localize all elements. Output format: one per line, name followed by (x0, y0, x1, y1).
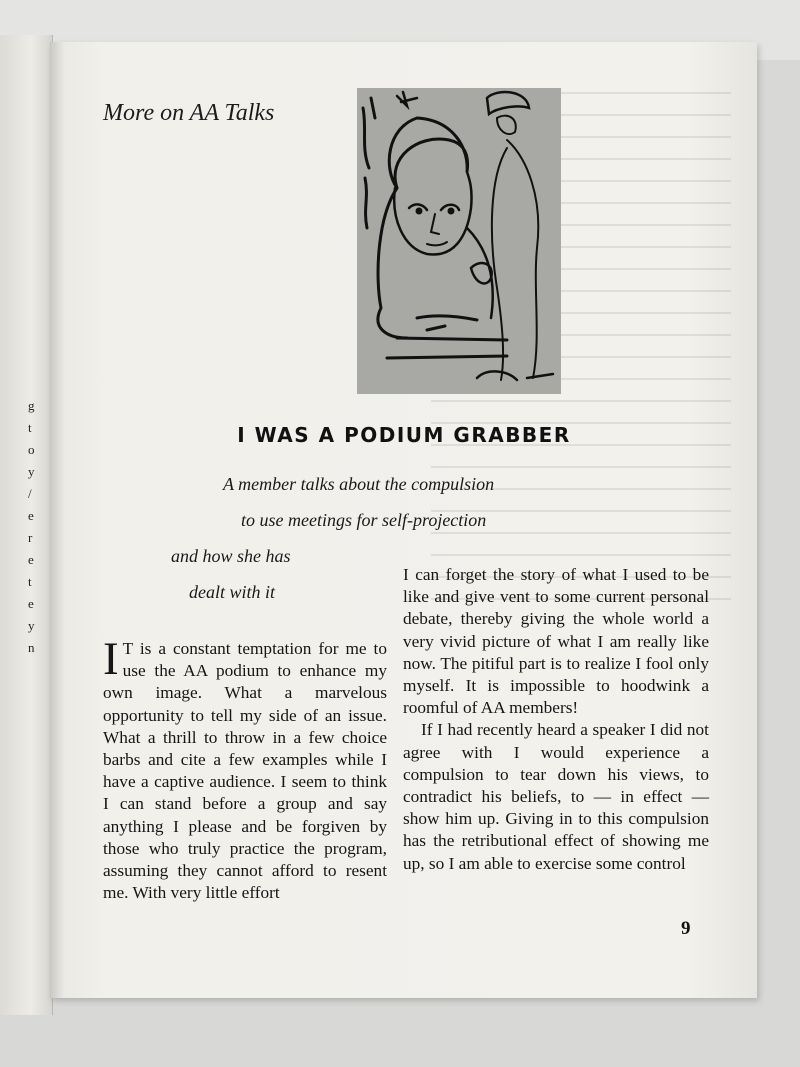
section-title: More on AA Talks (103, 100, 275, 126)
article-dek-line: to use meetings for self-projection (241, 510, 487, 530)
article-column-right (403, 564, 709, 875)
paragraph: I can forget the story of what I used to be like and give vent to some current personal debate, thereby giving the whole world a very vivid picture of what I am really like now. The pitiful part is to realize I fool only myself. It is impossible to hoodwink a roomful of AA members! (403, 565, 709, 718)
paragraph: If I had recently heard a speaker I did not agree with I would experience a compulsion to tear down his views, to contradict his beliefs, to — in effect — show him up. Giving in to this compulsion has the retributional effect of showing me up, so I am able to exercise some control (403, 720, 709, 873)
article-dek-line: and how she has (171, 546, 291, 566)
article-dek-line: dealt with it (189, 582, 276, 602)
woman-portrait-sketch-icon (357, 88, 561, 394)
drop-cap: I (103, 633, 119, 685)
article-dek-line: A member talks about the compulsion (223, 474, 495, 494)
page-number: 9 (681, 918, 691, 939)
page-gutter-shadow (51, 42, 65, 998)
paragraph: T is a constant temptation for me to use the AA podium to enhance my own image. What a marvelous opportunity to tell my side of an issue. What a thrill to throw in a few choice barbs and cite a few examples while I have a captive audience. I seem to think I can stand before a group and say anything I please and be forgiven by those who truly practice the program, assuming they cannot afford to resent me. With very little effort (103, 639, 387, 903)
left-facing-page (0, 35, 53, 1015)
magazine-page (50, 42, 757, 998)
left-page-text-fragments: g t o y / e r e t e y n (28, 398, 35, 655)
article-column-left (103, 633, 387, 904)
article-headline: I WAS A PODIUM GRABBER (237, 423, 571, 447)
